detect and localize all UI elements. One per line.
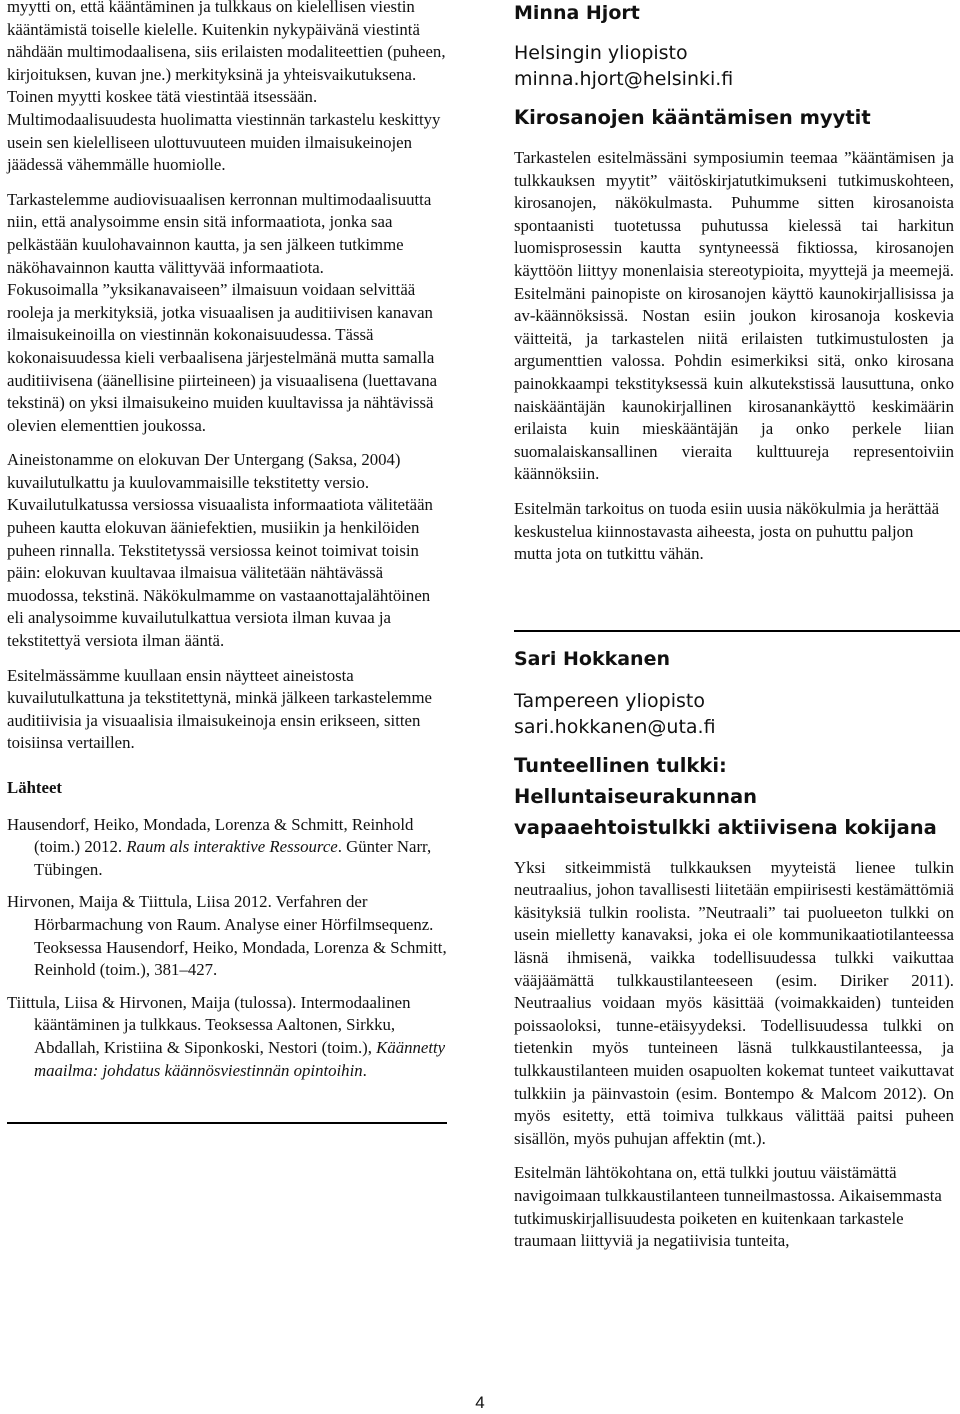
author-email-hjort: minna.hjort@helsinki.fi (514, 68, 734, 90)
paragraph-intro: myytti on, että kääntäminen ja tulkkaus on kielellisen viestin kääntämistä toiselle kielelle. Kuitenkin nykypäivänä viestintä nähdään multimodaalisena, siis erilaisten modaliteettien (puheen, kirjoituksen, kuvan jne.) merkityksinä ja yhteisvaikutuksena. Toinen myytti koskee tätä viestintää itsessään. Multimodaalisuudesta huolimatta viestinnän tarkastelu keskittyy usein sen kielelliseen ulottuvuuteen muiden ilmaisukeinojen jäädessä vähemmälle huomiolle. (7, 0, 446, 175)
paragraph-method: Tarkastelemme audiovisuaalisen kerronnan multimodaalisuutta niin, että analysoimme ensin sitä informaatiota, jonka saa pelkästään kuulohavainnon kautta, ja sen jälkeen tutkimme näköhavainnon kautta välittyvää informaatiota. (7, 189, 432, 277)
author-affiliation-hjort: Helsingin yliopisto (514, 42, 688, 64)
author-affiliation-hokkanen: Tampereen yliopisto (514, 689, 705, 712)
author-name-hjort: Minna Hjort (514, 2, 640, 24)
left-bottom-divider (7, 1122, 447, 1124)
abstract-body-hokkanen-2: Esitelmän lähtökohtana on, että tulkki joutuu väistämättä navigoimaan tulkkaustilanteen tunneilmastossa. Aikaisemmasta tutkimuskirjallisuudesta poiketen en kuitenkaan tarkastele traumaan liittyviä ja negatiivisia tunteita, (514, 1163, 942, 1251)
right-column (514, 0, 954, 1253)
references-heading: Lähteet (7, 778, 62, 797)
reference-tiittula: Tiittula, Liisa & Hirvonen, Maija (tulossa). Intermodaalinen kääntäminen ja tulkkaus. Teoksessa Aaltonen, Sirkku, Abdallah, Kristiina & Siponkoski, Nestori (toim.), Käännetty maailma: johdatus käännösviestinnän opintoihin. (7, 992, 446, 1080)
page-number: 4 (475, 1393, 485, 1412)
abstract-body-hjort-1: Tarkastelen esitelmässäni symposiumin teemaa ”kääntämisen ja tulkkauksen myytit” väitöskirjatutkimukseni tutkimuskohteen, kirosanojen, näkökulmasta. Puhumme sitten kirosanoista spontaanisti tuotetussa puhutussa kielessä tai harkitun luomisprosessin kautta syntyneessä fiktiossa, kirosanojen käyttöön liittyy monenlaisia stereotypioita, myyttejä ja meemejä. Esitelmäni painopiste on kirosanojen käyttö kaunokirjallisissa ja av-käännöksissä. Nostan esiin joukon kirosanoja koskevia väitteitä, ja tarkastelen niitä erilaisten tutkimustulosten ja argumenttien valossa. Pohdin esimerkiksi sitä, onko kirosana painokkaampi tekstityksessä kuin alkutekstissä lausuttuna, onko naiskääntäjän kaunokirjallinen kirosanankäyttö keskimäärin erilaista kuin mieskääntäjän ja onko perkele liian suomalaiskansallinen vieraita kulttuureja representoiviin käännöksiin. (514, 148, 954, 484)
paragraph-material: Aineistonamme on elokuvan Der Untergang (Saksa, 2004) kuvailutulkattu ja kuulovammaisille tekstitetty versio. Kuvailutulkatussa versiossa visuaalista informaatiota välitetään puheen kautta elokuvan ääniefektien, musiikin ja henkilöiden puheen rinnalla. Tekstitetyssä versiossa keinot toimivat toisin päin: elokuvan kuultavaa ilmaisua välitetään nähtävässä muodossa, tekstinä. Näkökulmamme on vastaanottajalähtöinen eli analysoimme kuvailutulkattua versiota ilman kuvaa ja tekstitettyä versiota ilman ääntä. (7, 450, 433, 651)
reference-hirvonen: Hirvonen, Maija & Tiittula, Liisa 2012. Verfahren der Hörbarmachung von Raum. Analyse einer Hörfilmsequenz. Teoksessa Hausendorf, Heiko, Mondada, Lorenza & Schmitt, Reinhold (toim.), 381–427. (7, 892, 447, 980)
author-email-hokkanen: sari.hokkanen@uta.fi (514, 715, 716, 738)
left-column (7, 0, 447, 1124)
paragraph-presentation: Esitelmässämme kuullaan ensin näytteet aineistosta kuvailutulkattuna ja tekstitettynä, minkä jälkeen tarkastelemme auditiivisia ja visuaalisia ilmaisukeinoja ensin erikseen, sitten toisiinsa vertaillen. (7, 665, 432, 753)
right-divider (514, 630, 960, 632)
abstract-body-hjort-2: Esitelmän tarkoitus on tuoda esiin uusia näkökulmia ja herättää keskustelua kiinnostavasta aiheesta, josta on puhuttu paljon mutta jota on tutkittu vähän. (514, 498, 940, 564)
paragraph-focus: Fokusoimalla ”yksikanavaiseen” ilmaisuun voidaan selvittää rooleja ja merkityksiä, jotka visuaalisen ja auditiivisen kanavan ilmaisukeinoilla on viestinnän kokonaisuudessa. Tässä kokonaisuudessa kieli verbaalisena järjestelmänä mutta samalla auditiivisena (äänellisine piirteineen) ja visuaalisena (luettavana tekstinä) on yksi ilmaisukeino muiden kuultavissa ja nähtävissä olevien elementtien joukossa. (7, 280, 438, 435)
reference-hausendorf: Hausendorf, Heiko, Mondada, Lorenza & Schmitt, Reinhold (toim.) 2012. Raum als interaktive Ressource. Günter Narr, Tübingen. (7, 814, 432, 879)
abstract-body-hokkanen-1: Yksi sitkeimmistä tulkkauksen myyteistä lienee tulkin neutraalius, johon tavallisesti liitetään empiirisesti kestämättömiä käsityksiä tulkin roolista. ”Neutraali” tai puolueeton tulkki on usein mielletty kanavaksi, joka ei ole kommunikaatiotilanteessa läsnä ihmisenä, vaikka todellisuudessa tulkki vaikuttaa vääjäämättä tulkkaustilanteeseen (esim. Diriker 2011). Neutraalius voidaan myös käsittää (voimakkaiden) tunteiden poissaoloksi, tunne-etäisyydeksi. Todellisuudessa tulkki on tietenkin myös tunteineen läsnä tulkkaustilanteessa, ja tulkkaustilanteen muiden osapuolten kokemat tunteet vaikuttavat tulkkiin ja päinvastoin (esim. Bontempo & Malcom 2012). On myös esitetty, että toimiva tulkkaus välittää paitsi puheen sisällön, myös puhujan affektin (mt.). (514, 857, 954, 1148)
abstract-title-hjort: Kirosanojen kääntämisen myytit (514, 106, 871, 129)
abstract-title-hokkanen: Tunteellinen tulkki: Helluntaiseurakunnan vapaaehtoistulkki aktiivisena kokijana (514, 753, 937, 839)
author-name-hokkanen: Sari Hokkanen (514, 647, 670, 670)
